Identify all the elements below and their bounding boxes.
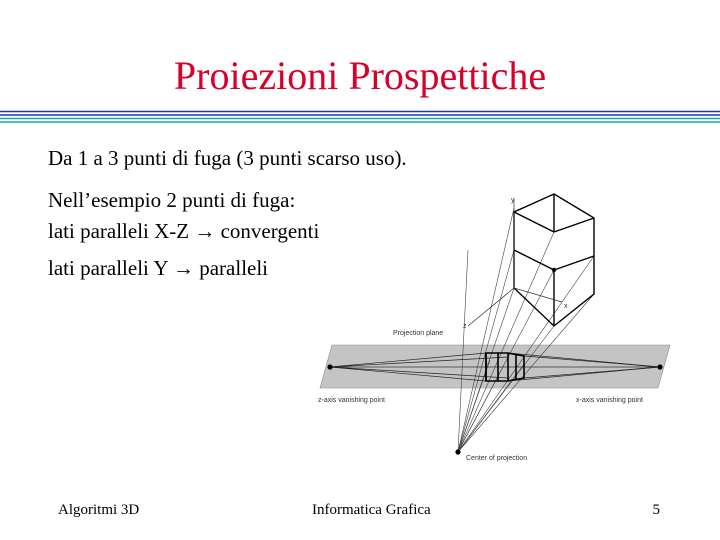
title-rule-lines (0, 110, 720, 126)
axis-y-label: y (511, 197, 515, 204)
footer-subject: Informatica Grafica (312, 502, 431, 518)
cube (514, 194, 594, 326)
bullet-line-2: Nell’esempio 2 punti di fuga: (48, 188, 296, 212)
axis-x-label: x (564, 303, 568, 310)
page-number: 5 (652, 502, 660, 518)
axes (468, 198, 562, 326)
bullet-line-1: Da 1 a 3 punti di fuga (3 punti scarso uso). (48, 146, 407, 170)
bullet-line-3: lati paralleli X-Z → convergenti (48, 219, 320, 243)
slide-title: Proiezioni Prospettiche (173, 53, 547, 98)
projector-lines (458, 208, 594, 452)
footer-course: Algoritmi 3D (58, 502, 140, 518)
bullet-line-4: lati paralleli Y → paralleli (48, 256, 269, 280)
x-vanishing-label: x-axis vanishing point (576, 397, 643, 404)
perspective-figure (318, 190, 678, 468)
center-of-projection-label: Center of projection (466, 455, 528, 462)
z-vanishing-label: z-axis vanishing point (318, 397, 385, 404)
axis-z-label: z (463, 323, 467, 330)
projection-plane-label: Projection plane (393, 330, 444, 337)
